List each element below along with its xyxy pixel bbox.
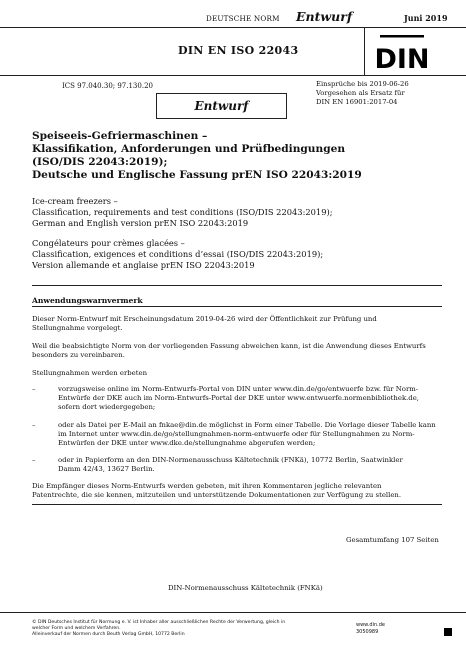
footer-divider (0, 612, 466, 613)
total-pages: Gesamtumfang 107 Seiten (346, 536, 439, 544)
paragraph-line: Dieser Norm-Entwurf mit Erscheinungsdatum 2019-04-26 wird der Öffentlichkeit zur Prüfung und (32, 315, 377, 323)
list-item-line: Damm 42/43, 13627 Berlin. (58, 465, 155, 473)
list-item (32, 385, 442, 412)
paragraph-patents (32, 482, 442, 500)
objection-notes (316, 80, 409, 108)
section-divider (32, 285, 442, 286)
list-item-line: Entwürfen der DKE unter www.dke.de/stellungnahme abgerufen werden; (58, 439, 316, 447)
document-code: 3050989 (356, 628, 379, 635)
english-title (32, 196, 452, 229)
title-divider (0, 75, 466, 76)
paragraph-comments-intro: Stellungnahmen werden erbeten (32, 369, 148, 377)
body-end-divider (32, 504, 442, 505)
document-type-label: DEUTSCHE NORM (206, 14, 280, 23)
copyright-line: welcher Form und welchem Verfahren. (32, 626, 121, 631)
german-title-line: Deutsche und Englische Fassung prEN ISO 22043:2019 (32, 169, 362, 181)
print-marker-icon (444, 628, 452, 636)
standard-number: DIN EN ISO 22043 (178, 44, 299, 57)
draft-status-label: Entwurf (296, 9, 353, 24)
paragraph-publication (32, 315, 442, 333)
issue-date: Juni 2019 (404, 13, 448, 23)
paragraph-deviation (32, 342, 442, 360)
copyright-line: © DIN Deutsches Institut für Normung e. V. ist Inhaber aller ausschließlichen Rechte der Verwertung, gleich in (32, 620, 286, 625)
german-title-line: Klassifikation, Anforderungen und Prüfbedingungen (32, 143, 346, 155)
ics-codes: ICS 97.040.30; 97.130.20 (62, 82, 153, 90)
copyright-notice (32, 620, 332, 638)
list-item (32, 421, 442, 448)
draft-stamp-text: Entwurf (194, 99, 249, 113)
footer-reference (356, 622, 385, 635)
title-logo-divider (364, 27, 365, 75)
list-item-line: sofern dort wiedergegeben; (58, 403, 156, 411)
german-title (32, 130, 432, 182)
list-dash: – (32, 421, 36, 429)
din-logo-icon (374, 35, 430, 75)
paragraph-line: besonders zu vereinbaren. (32, 351, 125, 359)
french-title-line: Version allemande et anglaise prEN ISO 22043:2019 (32, 260, 255, 270)
english-title-line: Classification, requirements and test conditions (ISO/DIS 22043:2019); (32, 207, 333, 217)
french-title-line: Classification, exigences et conditions d’essai (ISO/DIS 22043:2019); (32, 249, 324, 259)
french-title-line: Congélateurs pour crèmes glacées – (32, 238, 185, 248)
list-dash: – (32, 385, 36, 393)
german-title-line: Speiseeis-Gefriermaschinen – (32, 130, 208, 142)
list-item-line: Entwürfe der DKE auch im Norm-Entwurfs-Portal der DKE unter www.entwuerfe.normenbibliothek.de, (58, 394, 419, 402)
english-title-line: German and English version prEN ISO 22043:2019 (32, 218, 249, 228)
paragraph-line: Stellungnahme vorgelegt. (32, 324, 123, 332)
paragraph-line: Patentrechte, die sie kennen, mitzuteilen und unterstützende Dokumentationen zur Verfügung zu stellen. (32, 491, 402, 499)
list-dash: – (32, 456, 36, 464)
list-item-line: oder in Papierform an den DIN-Normenausschuss Kältetechnik (FNKä), 10772 Berlin, Saatwinkler (58, 456, 403, 464)
committee-name: DIN-Normenausschuss Kältetechnik (FNKä) (168, 584, 323, 592)
website-text: www.din.de (356, 622, 385, 628)
header-divider (0, 27, 466, 28)
list-item-line: vorzugsweise online im Norm-Entwurfs-Portal von DIN unter www.din.de/go/entwuerfe bzw. für Norm- (58, 385, 419, 393)
german-title-line: (ISO/DIS 22043:2019); (32, 156, 168, 168)
replaced-standard: DIN EN 16901:2017-04 (316, 98, 398, 107)
paragraph-line: Die Empfänger dieses Norm-Entwurfs werden gebeten, mit ihren Kommentaren jegliche relevanten (32, 482, 382, 490)
draft-stamp-box (156, 93, 287, 119)
warning-heading-underline (32, 306, 442, 307)
svg-text:DIN: DIN (374, 44, 430, 75)
replacement-note: Vorgesehen als Ersatz für (316, 89, 405, 98)
objection-deadline: Einsprüche bis 2019-06-26 (316, 80, 409, 88)
list-item-line: im Internet unter www.din.de/go/stellungnahmen-norm-entwuerfe oder für Stellungnahmen zu Norm- (58, 430, 415, 438)
warning-heading: Anwendungswarnvermerk (32, 296, 143, 305)
copyright-line: Alleinverkauf der Normen durch Beuth Verlag GmbH, 10772 Berlin (32, 632, 185, 637)
paragraph-line: Weil die beabsichtigte Norm von der vorliegenden Fassung abweichen kann, ist die Anwendung dieses Entwurfs (32, 342, 426, 350)
english-title-line: Ice-cream freezers – (32, 196, 118, 206)
list-item-line: oder als Datei per E-Mail an fnkae@din.de möglichst in Form einer Tabelle. Die Vorlage dieser Tabelle kann (58, 421, 436, 429)
french-title (32, 238, 452, 271)
list-item (32, 456, 442, 474)
